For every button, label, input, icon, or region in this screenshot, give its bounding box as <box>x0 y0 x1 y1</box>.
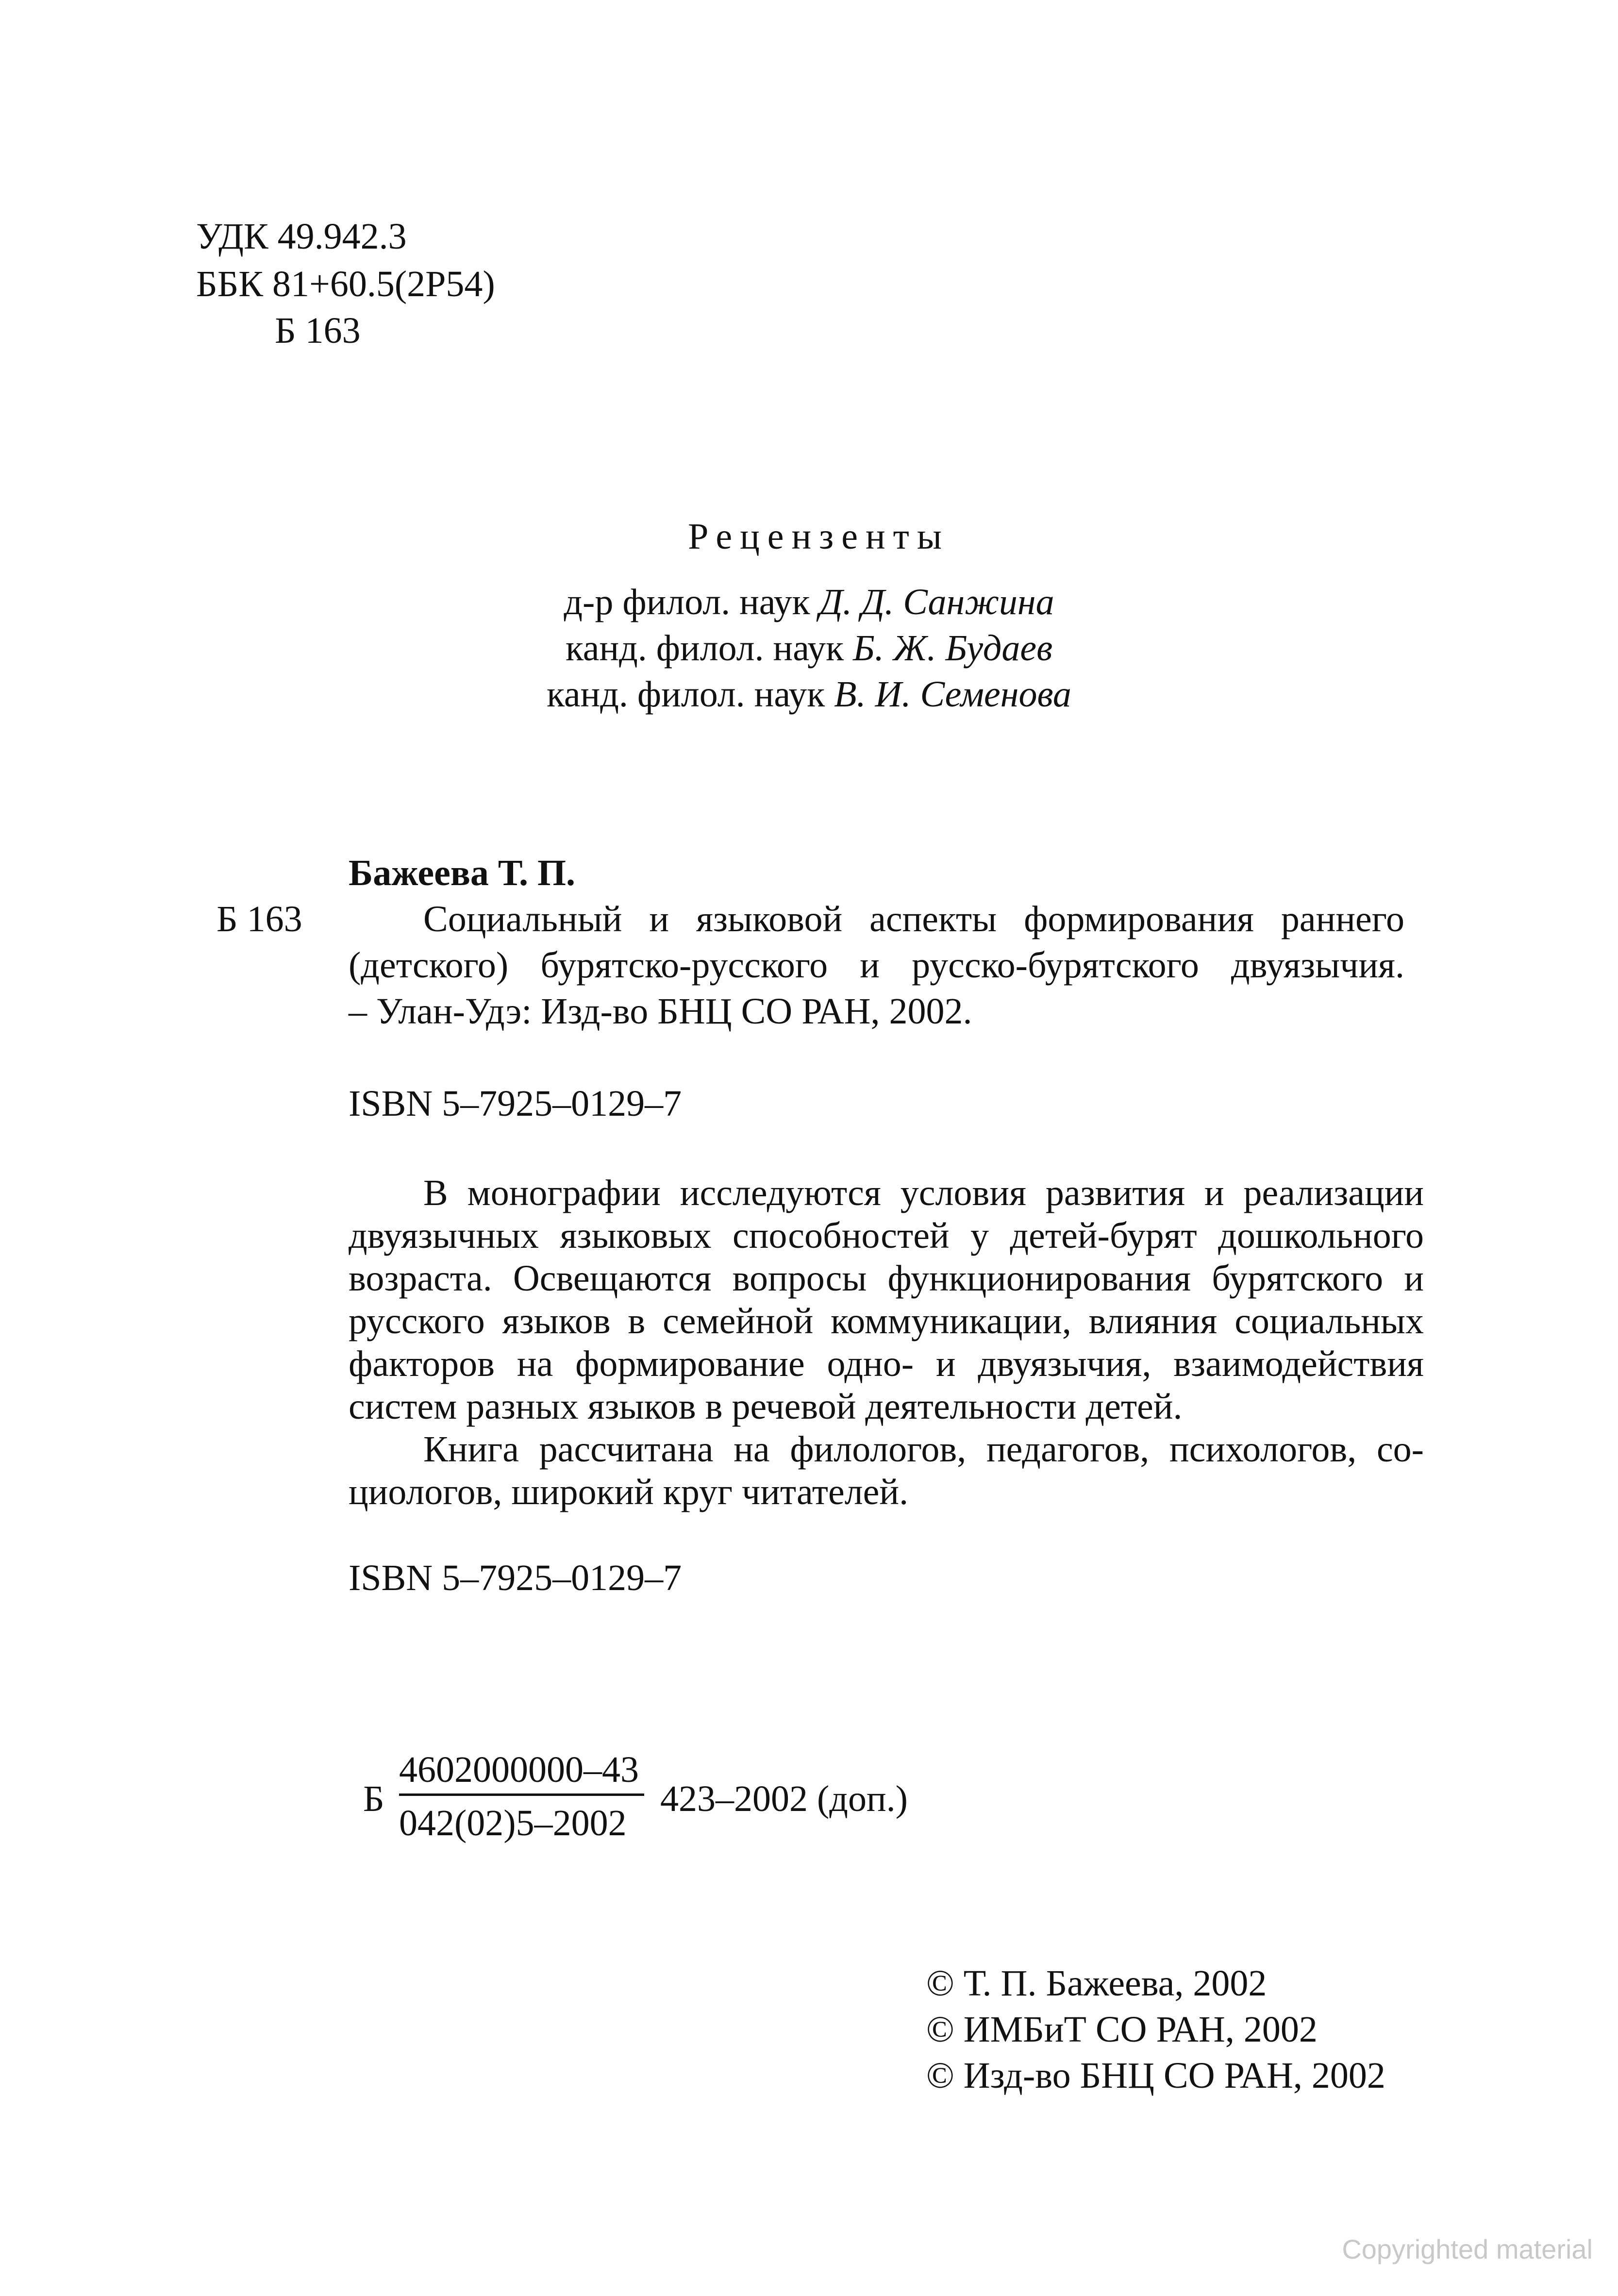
abstract-line: систем разных языков в речевой деятельности детей. <box>349 1386 1183 1427</box>
copyright-line: © Изд-во БНЦ СО РАН, 2002 <box>926 2055 1385 2096</box>
reviewer-name: В. И. Семенова <box>834 674 1071 715</box>
copyright-line: © Т. П. Бажеева, 2002 <box>926 1963 1267 2004</box>
entry-imprint: – Улан-Удэ: Изд-во БНЦ СО РАН, 2002. <box>349 991 972 1032</box>
abstract-line: возраста. Освещаются вопросы функционирования бурятского и <box>349 1258 1424 1299</box>
formula-letter: Б <box>363 1778 384 1819</box>
abstract-line: факторов на формирование одно- и двуязычия, взаимодействия <box>349 1343 1424 1384</box>
abstract-line: двуязычных языковых способностей у детей-бурят дошкольного <box>349 1215 1424 1256</box>
reviewer-name: Д. Д. Санжина <box>819 582 1054 622</box>
abstract-line: циологов, широкий круг читателей. <box>349 1472 909 1512</box>
reviewer-line <box>0 672 1618 716</box>
abstract-line: русского языков в семейной коммуникации, влияния социальных <box>349 1301 1424 1341</box>
formula-fraction-line <box>399 1793 644 1796</box>
udk-line: УДК 49.942.3 <box>196 216 407 257</box>
reviewer-name: Б. Ж. Будаев <box>853 628 1053 669</box>
reviewer-degree: канд. филол. наук <box>565 628 844 669</box>
author-mark: Б 163 <box>275 310 361 351</box>
abstract-line: Книга рассчитана на филологов, педагогов, психологов, со- <box>423 1429 1424 1470</box>
copyright-watermark: Copyrighted material <box>1342 2234 1593 2264</box>
entry-title-line: (детского) бурятско-русского и русско-бурятского двуязычия. <box>349 945 1404 986</box>
formula-denominator: 042(02)5–2002 <box>399 1803 627 1844</box>
entry-title-line: Социальный и языковой аспекты формирования раннего <box>423 899 1404 939</box>
reviewer-degree: д-р филол. наук <box>564 582 810 622</box>
formula-tail: 423–2002 (доп.) <box>660 1778 908 1819</box>
formula-numerator: 4602000000–43 <box>399 1749 639 1790</box>
reviewer-line <box>0 580 1618 624</box>
bbk-line: ББК 81+60.5(2Р54) <box>196 264 495 304</box>
copyright-line: © ИМБиТ СО РАН, 2002 <box>926 2009 1318 2050</box>
abstract-isbn: ISBN 5–7925–0129–7 <box>349 1558 682 1598</box>
reviewers-heading: Рецензенты <box>688 516 950 557</box>
entry-isbn: ISBN 5–7925–0129–7 <box>349 1083 682 1124</box>
entry-author: Бажеева Т. П. <box>349 853 576 893</box>
reviewer-degree: канд. филол. наук <box>547 674 825 715</box>
reviewer-line <box>0 626 1618 670</box>
entry-side-code: Б 163 <box>217 899 302 939</box>
abstract-line: В монографии исследуются условия развития и реализации <box>423 1173 1424 1213</box>
